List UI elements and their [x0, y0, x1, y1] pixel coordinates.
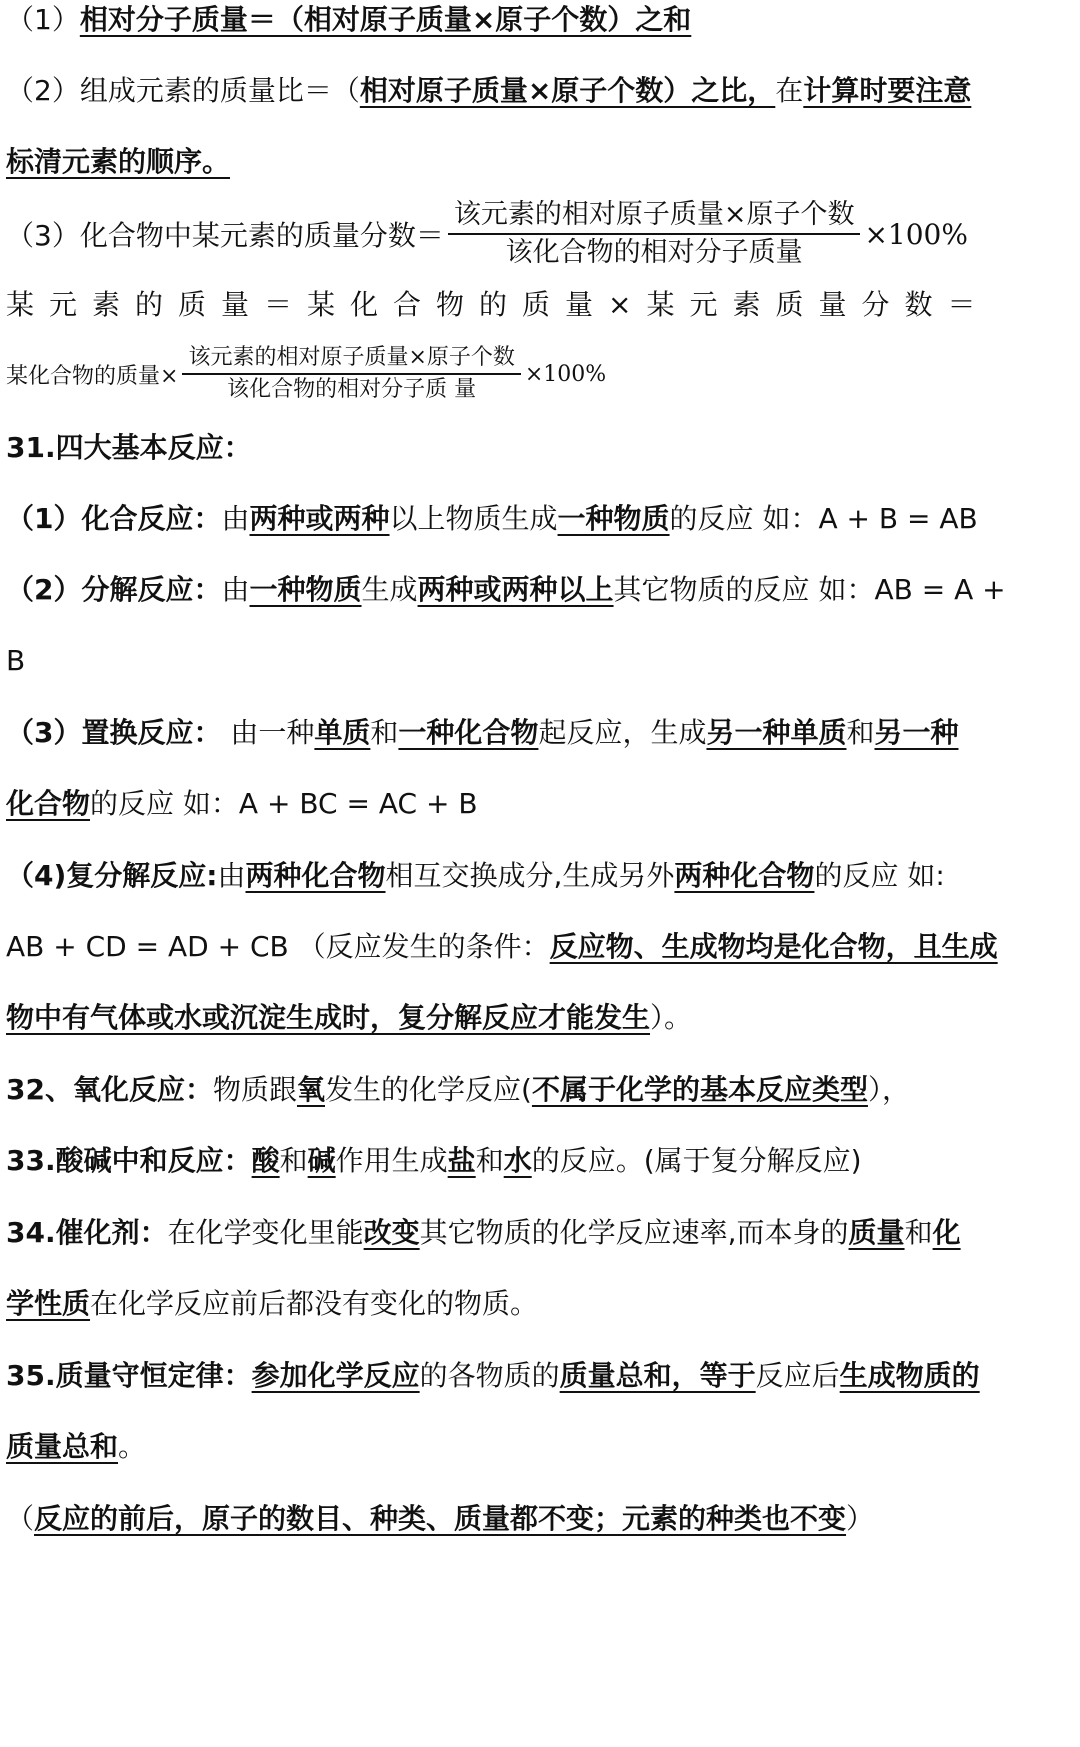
term-label: 32、氧化反应：: [6, 1073, 213, 1106]
text: ），: [867, 1073, 910, 1106]
text: 物质跟: [212, 1073, 297, 1106]
text: （2）组成元素的质量比＝（: [6, 74, 360, 107]
text: 生成: [361, 573, 418, 606]
text: （: [6, 1502, 35, 1535]
text: 和: [370, 716, 399, 749]
term-label: （1）化合反应：: [6, 502, 222, 535]
fraction-numerator: 该元素的相对原子质量×原子个数: [182, 343, 520, 375]
decomposition-reaction: [6, 562, 1074, 618]
formula-mass-fraction: [6, 197, 968, 271]
emphasis-text: 两种或两种以上: [417, 573, 614, 606]
text: 由: [221, 573, 250, 606]
emphasis-text: 酸: [251, 1144, 280, 1177]
emphasis-text: 两种或两种: [249, 502, 390, 535]
formula-element-mass-expanded: [6, 343, 606, 405]
mass-ratio-continued: [6, 134, 1074, 190]
text: 和: [475, 1144, 504, 1177]
emphasis-text: 学性质: [6, 1287, 91, 1320]
emphasis-text: 一种物质: [557, 502, 670, 535]
emphasis-text: 计算时要注意: [803, 74, 972, 107]
text: 由: [221, 502, 250, 535]
emphasis-text: 相对原子质量×原子个数）之比，: [359, 74, 776, 107]
decomposition-continued: [6, 633, 1074, 689]
emphasis-text: 改变: [363, 1216, 420, 1249]
double-displacement-reaction: [6, 848, 1074, 904]
emphasis-text: 一种物质: [249, 573, 362, 606]
text: 发生的化学反应(: [325, 1073, 532, 1106]
emphasis-text: 反应物、生成物均是化合物，且生成: [549, 930, 998, 963]
text: 其它物质的化学反应速率,而本身的: [419, 1216, 849, 1249]
formula-mass-ratio: [6, 63, 1074, 119]
displacement-reaction: [6, 705, 1074, 761]
emphasis-text: 一种化合物: [398, 716, 539, 749]
catalyst-continued: [6, 1276, 1074, 1332]
formula-relative-molecular-mass: [6, 0, 1074, 48]
emphasis-text: 水: [503, 1144, 532, 1177]
text: 的各物质的: [419, 1359, 560, 1392]
combination-reaction: [6, 491, 1074, 547]
text: 和: [846, 716, 875, 749]
fraction-denominator: 该化合物的相对分子质 量: [227, 377, 477, 402]
text: 的反应 如：A + B = AB: [669, 502, 978, 535]
emphasis-text: 氧: [296, 1073, 325, 1106]
text: 由一种: [221, 716, 315, 749]
text: 。: [118, 1430, 147, 1463]
text: 的反应 如:: [814, 859, 945, 892]
formula-lead: 某化合物的质量×: [6, 363, 179, 389]
formula-lead: （3）化合物中某元素的质量分数＝: [6, 219, 444, 252]
fraction-numerator: 该元素的相对原子质量×原子个数: [448, 197, 861, 235]
text: ）: [846, 1502, 875, 1535]
emphasis-text: 相对分子质量＝（相对原子质量×原子个数）之和: [79, 3, 692, 36]
conservation-of-mass: [6, 1348, 1074, 1404]
emphasis-text: 另一种单质: [706, 716, 847, 749]
term-label: （3）置换反应：: [6, 716, 222, 749]
text: ）。: [650, 1001, 693, 1034]
text: 由: [217, 859, 246, 892]
section-heading: 31.四大基本反应：: [6, 431, 252, 464]
text: 在: [775, 74, 804, 107]
formula-element-mass: [6, 277, 1074, 333]
emphasis-text: 两种化合物: [674, 859, 815, 892]
text: 作用生成: [335, 1144, 448, 1177]
text: 其它物质的反应 如：AB = A +: [613, 573, 1006, 606]
catalyst-definition: [6, 1205, 1074, 1261]
emphasis-text: 质量总和，等于: [559, 1359, 756, 1392]
emphasis-text: 不属于化学的基本反应类型: [531, 1073, 868, 1106]
oxidation-reaction: [6, 1062, 1074, 1118]
emphasis-text: 参加化学反应: [251, 1359, 420, 1392]
heading-31: [6, 420, 1074, 476]
text: 和: [904, 1216, 933, 1249]
emphasis-text: 单质: [314, 716, 371, 749]
text: 在化学反应前后都没有变化的物质。: [90, 1287, 539, 1320]
conservation-note: [6, 1491, 1074, 1547]
text: 的反应。(属于复分解反应): [531, 1144, 862, 1177]
conservation-continued: [6, 1419, 1074, 1475]
text: 相互交换成分,生成另外: [385, 859, 675, 892]
text: 起反应，生成: [538, 716, 707, 749]
percent-factor: ×100%: [864, 217, 968, 251]
emphasis-text: 化: [932, 1216, 961, 1249]
double-displacement-example: [6, 919, 1074, 975]
text: 以上物质生成: [389, 502, 558, 535]
fraction-denominator: 该化合物的相对分子质量: [505, 237, 803, 268]
text: 和: [279, 1144, 308, 1177]
term-label: 34.催化剂：: [6, 1216, 168, 1249]
displacement-continued: [6, 776, 1074, 832]
term-label: （2）分解反应：: [6, 573, 222, 606]
emphasis-text: 碱: [307, 1144, 336, 1177]
text: B: [6, 644, 26, 677]
fraction: [448, 197, 861, 271]
emphasis-text: 反应的前后，原子的数目、种类、质量都不变；元素的种类也不变: [34, 1502, 847, 1535]
term-label: 35.质量守恒定律：: [6, 1359, 252, 1392]
emphasis-text: 化合物: [6, 787, 91, 820]
emphasis-text: 质量总和: [6, 1430, 119, 1463]
item-number: （1）: [6, 3, 80, 36]
text: 的反应 如：A + BC = AC + B: [90, 787, 478, 820]
double-displacement-condition: [6, 990, 1074, 1046]
emphasis-text: 两种化合物: [245, 859, 386, 892]
text: AB + CD = AD + CB （反应发生的条件：: [6, 930, 550, 963]
emphasis-text: 质量: [848, 1216, 905, 1249]
emphasis-text: 生成物质的: [839, 1359, 980, 1392]
text: 在化学变化里能: [167, 1216, 364, 1249]
neutralization-reaction: [6, 1133, 1074, 1189]
fraction: [182, 343, 520, 405]
term-label: （4)复分解反应:: [6, 859, 218, 892]
text: 某元素的质量＝某化合物的质量×某元素质量分数＝: [6, 288, 991, 321]
text: 反应后: [755, 1359, 840, 1392]
term-label: 33.酸碱中和反应：: [6, 1144, 252, 1177]
percent-factor: ×100%: [524, 361, 607, 387]
emphasis-text: 另一种: [874, 716, 959, 749]
emphasis-text: 盐: [447, 1144, 476, 1177]
emphasis-text: 标清元素的顺序。: [6, 145, 231, 178]
emphasis-text: 物中有气体或水或沉淀生成时，复分解反应才能发生: [6, 1001, 651, 1034]
